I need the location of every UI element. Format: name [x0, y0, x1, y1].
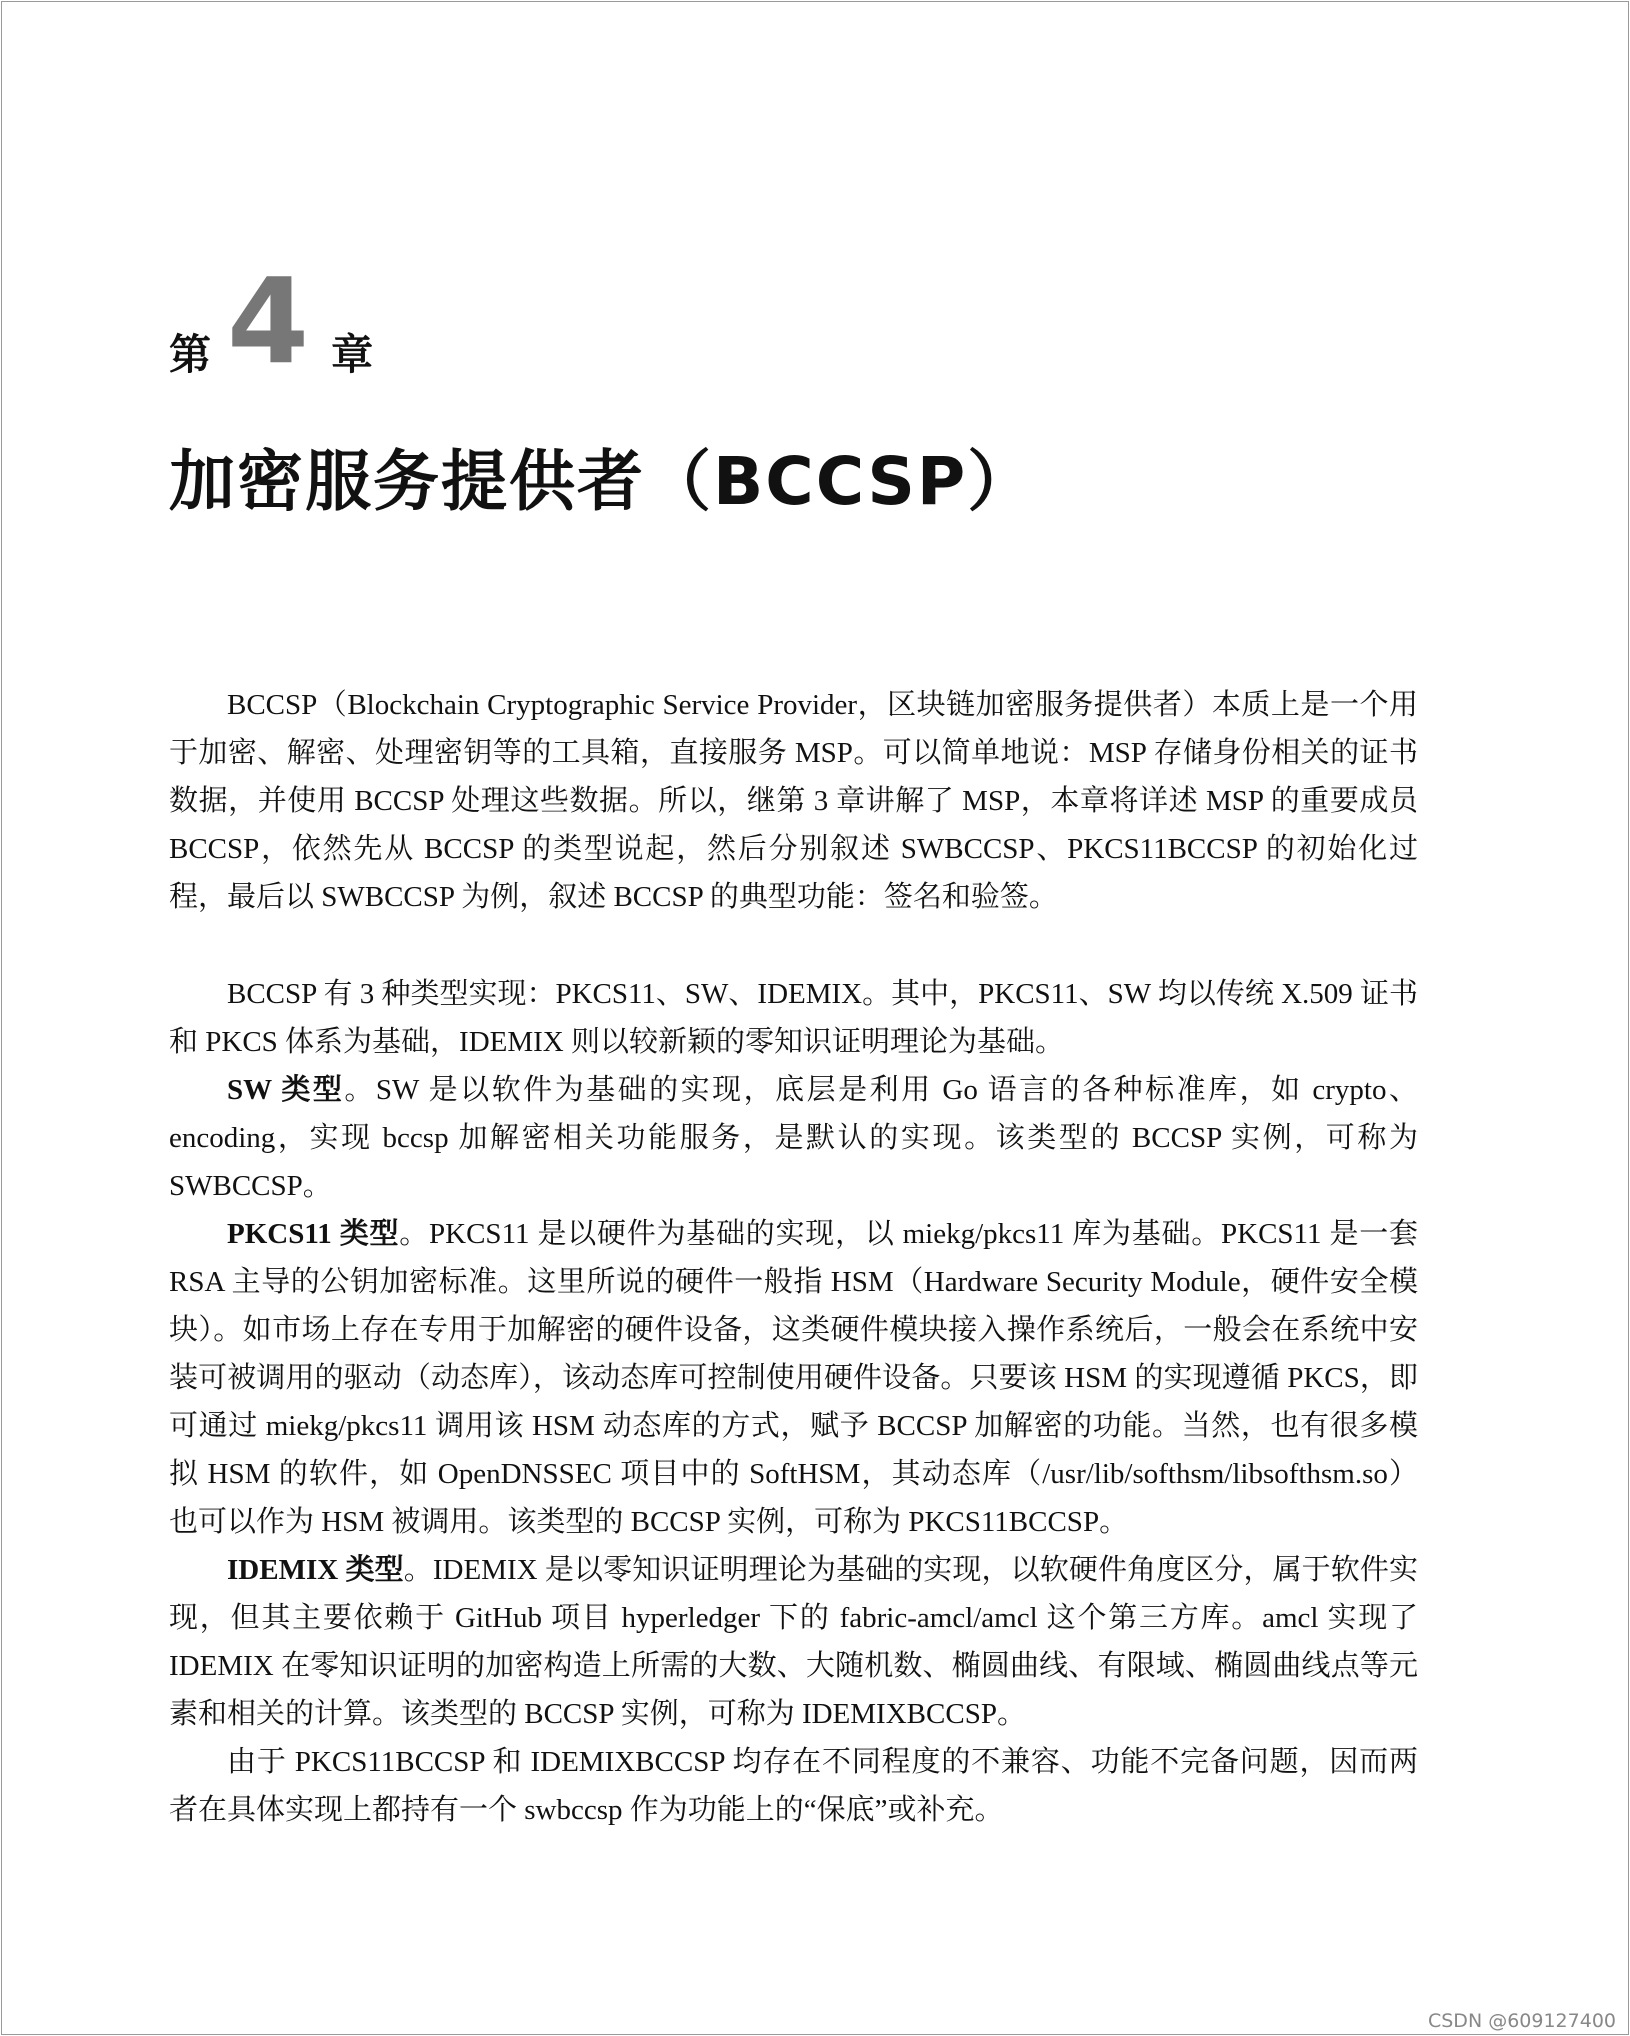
- chapter-prefix: 第: [169, 330, 212, 379]
- intro-section: [169, 681, 1418, 921]
- paragraph-idemix-type: [169, 1546, 1418, 1738]
- run-in-heading: PKCS11 类型: [227, 1218, 400, 1250]
- paragraph-text: BCCSP 有 3 种类型实现：PKCS11、SW、IDEMIX。其中，PKCS11、SW 均以传统 X.509 证书和 PKCS 体系为基础，IDEMIX 则以较新颖的零知识证明理论为基础。: [169, 978, 1419, 1058]
- paragraph-conclusion: [169, 1738, 1418, 1834]
- paragraph-text: 。IDEMIX 是以零知识证明理论为基础的实现，以软硬件角度区分，属于软件实现，但其主要依赖于 GitHub 项目 hyperledger 下的 fabric-amcl/amcl 这个第三方库。amcl 实现了 IDEMIX 在零知识证明的加密构造上所需的大数、大随机数、椭圆曲线、有限域、椭圆曲线点等元素和相关的计算。该类型的 BCCSP 实例，可称为 IDEMIXBCCSP。: [169, 1554, 1419, 1730]
- chapter-title: 加密服务提供者（BCCSP）: [169, 443, 1036, 520]
- run-in-heading: IDEMIX 类型: [227, 1554, 404, 1586]
- chapter-heading: [169, 252, 374, 390]
- chapter-suffix: 章: [331, 330, 374, 379]
- intro-paragraph: BCCSP（Blockchain Cryptographic Service Provider，区块链加密服务提供者）本质上是一个用于加密、解密、处理密钥等的工具箱，直接服务 MSP。可以简单地说：MSP 存储身份相关的证书数据，并使用 BCCSP 处理这些数据。所以，继第 3 章讲解了 MSP，本章将详述 MSP 的重要成员 BCCSP，依然先从 BCCSP 的类型说起，然后分别叙述 SWBCCSP、PKCS11BCCSP 的初始化过程，最后以 SWBCCSP 为例，叙述 BCCSP 的典型功能：签名和验签。: [169, 689, 1418, 913]
- run-in-heading: SW 类型: [227, 1074, 345, 1106]
- types-section: [169, 970, 1418, 1834]
- chapter-number: 4: [227, 252, 310, 390]
- paragraph-text: 。SW 是以软件为基础的实现，底层是利用 Go 语言的各种标准库，如 crypto、encoding，实现 bccsp 加解密相关功能服务，是默认的实现。该类型的 BCCSP 实例，可称为 SWBCCSP。: [169, 1074, 1418, 1202]
- paragraph-types-overview: [169, 970, 1418, 1066]
- paragraph-text: 。PKCS11 是以硬件为基础的实现，以 miekg/pkcs11 库为基础。PKCS11 是一套 RSA 主导的公钥加密标准。这里所说的硬件一般指 HSM（Hardware Security Module，硬件安全模块）。如市场上存在专用于加解密的硬件设备，这类硬件模块接入操作系统后，一般会在系统中安装可被调用的驱动（动态库），该动态库可控制使用硬件设备。只要该 HSM 的实现遵循 PKCS，即可通过 miekg/pkcs11 调用该 HSM 动态库的方式，赋予 BCCSP 加解密的功能。当然，也有很多模拟 HSM 的软件，如 OpenDNSSEC 项目中的 SoftHSM，其动态库（/usr/lib/softhsm/libsofthsm.so）也可以作为 HSM 被调用。该类型的 BCCSP 实例，可称为 PKCS11BCCSP。: [169, 1218, 1418, 1538]
- watermark: CSDN @609127400: [1427, 2010, 1616, 2032]
- paragraph-text: 由于 PKCS11BCCSP 和 IDEMIXBCCSP 均存在不同程度的不兼容、功能不完备问题，因而两者在具体实现上都持有一个 swbccsp 作为功能上的“保底”或补充。: [169, 1746, 1418, 1826]
- paragraph-pkcs11-type: [169, 1210, 1418, 1546]
- paragraph-sw-type: [169, 1066, 1418, 1210]
